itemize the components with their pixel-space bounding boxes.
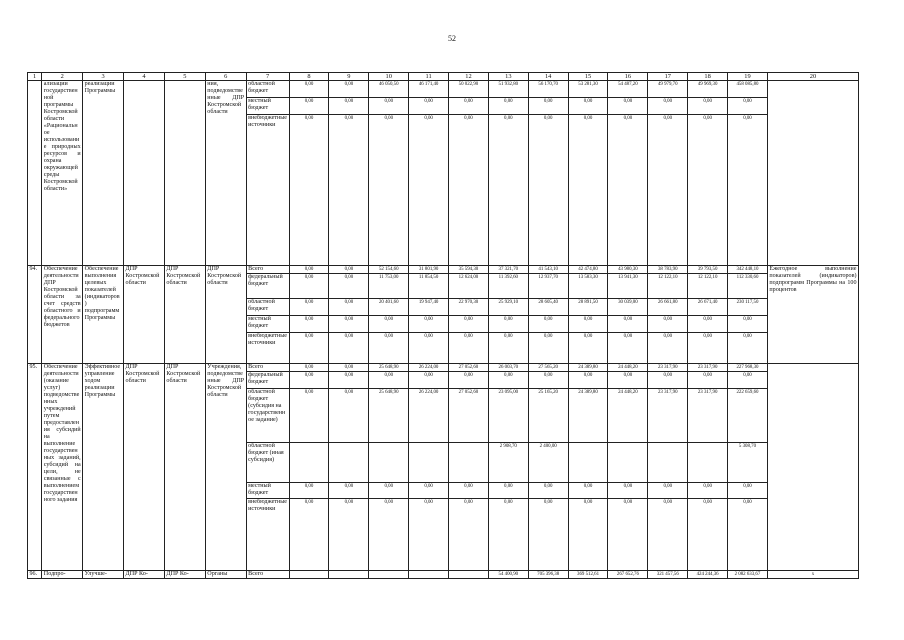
amount-cell: 49 969,30 <box>688 81 728 98</box>
amount-cell: 0,00 <box>289 98 329 115</box>
amount-cell: 705 396,38 <box>528 571 568 579</box>
amount-cell: 0,00 <box>329 316 369 333</box>
amount-cell <box>449 443 489 483</box>
amount-cell: 0,00 <box>648 372 688 389</box>
amount-cell: 0,00 <box>369 316 409 333</box>
funding-source-label: Всего <box>246 266 289 274</box>
amount-cell: 0,00 <box>329 274 369 299</box>
amount-cell: 0,00 <box>568 372 608 389</box>
amount-cell: 11 392,60 <box>488 274 528 299</box>
amount-cell: 0,00 <box>488 483 528 499</box>
amount-cell: 0,00 <box>608 483 648 499</box>
amount-cell: 0,00 <box>648 499 688 571</box>
amount-cell: 0,00 <box>728 483 768 499</box>
amount-cell: 0,00 <box>688 499 728 571</box>
executor-cell: ДПР Костромской области <box>124 266 165 364</box>
amount-cell: 0,00 <box>608 115 648 266</box>
amount-cell: 0,00 <box>449 333 489 364</box>
amount-cell: 0,00 <box>528 333 568 364</box>
amount-cell <box>409 571 449 579</box>
amount-cell: 342 448,10 <box>728 266 768 274</box>
amount-cell: 0,00 <box>648 333 688 364</box>
amount-cell: 0,00 <box>568 333 608 364</box>
column-header: 18 <box>688 73 728 81</box>
row-number-cell: 96. <box>28 571 42 579</box>
funding-source-label: местный бюджет <box>246 98 289 115</box>
amount-cell <box>449 571 489 579</box>
funding-source-label: Всего <box>246 571 289 579</box>
funding-source-label: внебюджетные источники <box>246 499 289 571</box>
amount-cell: 26 003,70 <box>488 364 528 372</box>
table-row <box>28 364 859 372</box>
amount-cell: 0,00 <box>289 115 329 266</box>
amount-cell: 46 171,40 <box>409 81 449 98</box>
amount-cell: 12 122,10 <box>688 274 728 299</box>
amount-cell <box>608 443 648 483</box>
amount-cell: 0,00 <box>409 333 449 364</box>
page-number: 52 <box>448 34 456 43</box>
amount-cell <box>289 571 329 579</box>
amount-cell: 25 648,90 <box>369 364 409 372</box>
amount-cell: 53 281,30 <box>568 81 608 98</box>
amount-cell: 0,00 <box>528 98 568 115</box>
amount-cell: 0,00 <box>289 299 329 316</box>
amount-cell: 0,00 <box>449 98 489 115</box>
amount-cell: 0,00 <box>449 499 489 571</box>
amount-cell: 0,00 <box>329 389 369 443</box>
amount-cell <box>329 443 369 483</box>
coexecutor-cell: ДПР Костромской области <box>164 266 205 364</box>
column-header: 10 <box>369 73 409 81</box>
amount-cell: 27 565,20 <box>528 364 568 372</box>
event-name-cell: Обеспечение деятельности ДПР Костромской области за счет средств областного и федерального бюджетов <box>42 266 83 364</box>
amount-cell: 54 487,20 <box>608 81 648 98</box>
funding-source-label: областной бюджет <box>246 299 289 316</box>
amount-cell <box>688 443 728 483</box>
amount-cell: 424 244,36 <box>688 571 728 579</box>
row-number-cell: 95. <box>28 364 42 571</box>
executor-cell: ДПР Ко- <box>124 571 165 579</box>
amount-cell: 222 659,60 <box>728 389 768 443</box>
amount-cell <box>648 443 688 483</box>
amount-cell: 0,00 <box>688 333 728 364</box>
amount-cell: 0,00 <box>608 333 648 364</box>
amount-cell: 0,00 <box>409 483 449 499</box>
result-cell: х <box>767 571 858 579</box>
amount-cell: 0,00 <box>488 115 528 266</box>
column-header: 11 <box>409 73 449 81</box>
column-header: 16 <box>608 73 648 81</box>
amount-cell: 267 652,76 <box>608 571 648 579</box>
amount-cell: 0,00 <box>688 98 728 115</box>
amount-cell: 43 980,30 <box>608 266 648 274</box>
amount-cell: 54 400,90 <box>488 571 528 579</box>
amount-cell: 0,00 <box>329 372 369 389</box>
funding-source-label: областной бюджет (субсидия на государственное задание) <box>246 389 289 443</box>
amount-cell: 49 979,70 <box>648 81 688 98</box>
amount-cell: 0,00 <box>688 372 728 389</box>
amount-cell: 0,00 <box>728 333 768 364</box>
amount-cell: 46 050,50 <box>369 81 409 98</box>
amount-cell: 0,00 <box>449 115 489 266</box>
amount-cell: 0,00 <box>528 372 568 389</box>
amount-cell: 0,00 <box>329 81 369 98</box>
amount-cell <box>369 571 409 579</box>
amount-cell <box>409 443 449 483</box>
amount-cell: 0,00 <box>528 316 568 333</box>
amount-cell: 0,00 <box>488 316 528 333</box>
amount-cell: 227 968,30 <box>728 364 768 372</box>
column-header: 19 <box>728 73 768 81</box>
funding-source-label: областной бюджет <box>246 81 289 98</box>
amount-cell: 369 512,61 <box>568 571 608 579</box>
coexecutor-cell <box>164 81 205 266</box>
amount-cell: 25 648,90 <box>369 389 409 443</box>
column-header: 7 <box>246 73 289 81</box>
amount-cell: 0,00 <box>329 115 369 266</box>
amount-cell: 23 095,00 <box>488 389 528 443</box>
amount-cell: 0,00 <box>289 274 329 299</box>
amount-cell: 0,00 <box>488 333 528 364</box>
executor-cell <box>124 81 165 266</box>
amount-cell: 0,00 <box>528 499 568 571</box>
funding-source-label: Всего <box>246 364 289 372</box>
amount-cell: 51 932,80 <box>488 81 528 98</box>
amount-cell: 26 661,80 <box>648 299 688 316</box>
amount-cell: 0,00 <box>568 115 608 266</box>
amount-cell: 27 052,60 <box>449 364 489 372</box>
goal-cell: Обеспечение выполнения целевых показателей (индикаторов) подпрограмм Программы <box>83 266 124 364</box>
amount-cell: 0,00 <box>289 389 329 443</box>
result-cell <box>767 364 858 571</box>
amount-cell: 0,00 <box>289 483 329 499</box>
amount-cell: 13 583,30 <box>568 274 608 299</box>
amount-cell: 0,00 <box>329 499 369 571</box>
amount-cell <box>568 443 608 483</box>
amount-cell: 26 671,40 <box>688 299 728 316</box>
column-header: 20 <box>767 73 858 81</box>
result-cell <box>767 81 858 266</box>
amount-cell: 39 793,50 <box>688 266 728 274</box>
amount-cell: 23 317,90 <box>688 389 728 443</box>
table-row <box>28 81 859 98</box>
amount-cell: 0,00 <box>648 115 688 266</box>
amount-cell: 28 891,50 <box>568 299 608 316</box>
amount-cell: 0,00 <box>528 483 568 499</box>
amount-cell: 458 085,80 <box>728 81 768 98</box>
funding-source-label: местный бюджет <box>246 483 289 499</box>
amount-cell: 12 122,10 <box>648 274 688 299</box>
amount-cell: 0,00 <box>289 333 329 364</box>
amount-cell: 0,00 <box>608 372 648 389</box>
column-header: 17 <box>648 73 688 81</box>
column-header: 12 <box>449 73 489 81</box>
goal-cell: Эффективное управление ходом реализации Программы <box>83 364 124 571</box>
amount-cell: 0,00 <box>329 364 369 372</box>
amount-cell: 0,00 <box>648 98 688 115</box>
amount-cell: 11 854,50 <box>409 274 449 299</box>
funding-source-label: внебюджетные источники <box>246 333 289 364</box>
column-header: 3 <box>83 73 124 81</box>
amount-cell: 0,00 <box>688 483 728 499</box>
recipient-cell: ДПР Костромской области <box>205 266 246 364</box>
header-row <box>28 73 859 81</box>
amount-cell: 26 224,00 <box>409 364 449 372</box>
amount-cell: 0,00 <box>648 316 688 333</box>
amount-cell: 0,00 <box>329 299 369 316</box>
amount-cell: 0,00 <box>289 499 329 571</box>
amount-cell: 0,00 <box>329 98 369 115</box>
amount-cell: 0,00 <box>488 98 528 115</box>
amount-cell: 0,00 <box>688 316 728 333</box>
amount-cell: 0,00 <box>329 483 369 499</box>
amount-cell: 112 330,60 <box>728 274 768 299</box>
row-number-cell <box>28 81 42 266</box>
amount-cell: 0,00 <box>648 483 688 499</box>
row-number-cell: 94. <box>28 266 42 364</box>
amount-cell: 24 389,80 <box>568 364 608 372</box>
goal-cell: Улучше- <box>83 571 124 579</box>
amount-cell: 0,00 <box>488 499 528 571</box>
amount-cell: 0,00 <box>329 333 369 364</box>
event-name-cell: Подпро- <box>42 571 83 579</box>
amount-cell: 0,00 <box>289 81 329 98</box>
column-header: 5 <box>164 73 205 81</box>
amount-cell: 24 448,20 <box>608 364 648 372</box>
amount-cell: 0,00 <box>409 98 449 115</box>
goal-cell: реализации Программы <box>83 81 124 266</box>
amount-cell: 38 783,90 <box>648 266 688 274</box>
amount-cell: 31 801,90 <box>409 266 449 274</box>
executor-cell: ДПР Костромской области <box>124 364 165 571</box>
amount-cell: 56 170,70 <box>528 81 568 98</box>
amount-cell: 0,00 <box>409 499 449 571</box>
amount-cell: 24 389,80 <box>568 389 608 443</box>
amount-cell: 0,00 <box>289 266 329 274</box>
amount-cell: 35 594,30 <box>449 266 489 274</box>
funding-source-label: федеральный бюджет <box>246 372 289 389</box>
column-header: 14 <box>528 73 568 81</box>
amount-cell: 0,00 <box>369 483 409 499</box>
amount-cell: 0,00 <box>329 266 369 274</box>
amount-cell: 52 154,60 <box>369 266 409 274</box>
amount-cell: 12 937,70 <box>528 274 568 299</box>
coexecutor-cell: ДПР Ко- <box>164 571 205 579</box>
amount-cell: 0,00 <box>289 316 329 333</box>
amount-cell: 0,00 <box>728 98 768 115</box>
amount-cell: 0,00 <box>409 316 449 333</box>
amount-cell: 20 401,60 <box>369 299 409 316</box>
table-row <box>28 571 859 579</box>
amount-cell: 41 543,10 <box>528 266 568 274</box>
amount-cell: 23 317,90 <box>648 389 688 443</box>
column-header: 15 <box>568 73 608 81</box>
column-header: 4 <box>124 73 165 81</box>
funding-source-label: областной бюджет (иная субсидия) <box>246 443 289 483</box>
amount-cell: 23 317,90 <box>648 364 688 372</box>
event-name-cell: Обеспечение деятельности (оказание услуг) подведомственных учреждений путем предоставления субсидий на выполнение государственных заданий, субсидий на цели, не связанные с выполнением государственного задания <box>42 364 83 571</box>
amount-cell: 0,00 <box>449 316 489 333</box>
amount-cell: 0,00 <box>728 372 768 389</box>
amount-cell: 0,00 <box>728 316 768 333</box>
amount-cell: 0,00 <box>369 98 409 115</box>
column-header: 2 <box>42 73 83 81</box>
amount-cell: 0,00 <box>409 115 449 266</box>
amount-cell: 2 082 633,67 <box>728 571 768 579</box>
amount-cell: 0,00 <box>369 499 409 571</box>
column-header: 8 <box>289 73 329 81</box>
amount-cell: 30 039,00 <box>608 299 648 316</box>
amount-cell: 12 624,00 <box>449 274 489 299</box>
column-header: 1 <box>28 73 42 81</box>
table-row <box>28 266 859 274</box>
amount-cell: 27 052,60 <box>449 389 489 443</box>
funding-source-label: федеральный бюджет <box>246 274 289 299</box>
amount-cell: 0,00 <box>449 483 489 499</box>
amount-cell: 0,00 <box>528 115 568 266</box>
amount-cell: 0,00 <box>568 499 608 571</box>
amount-cell: 0,00 <box>608 98 648 115</box>
recipient-cell: Органы <box>205 571 246 579</box>
amount-cell: 0,00 <box>289 364 329 372</box>
amount-cell: 24 448,20 <box>608 389 648 443</box>
amount-cell: 2 400,00 <box>528 443 568 483</box>
recipient-cell: ния, подведомственные ДПР Костромской области <box>205 81 246 266</box>
amount-cell: 37 321,70 <box>488 266 528 274</box>
amount-cell: 0,00 <box>369 372 409 389</box>
amount-cell: 26 224,00 <box>409 389 449 443</box>
amount-cell: 23 317,90 <box>688 364 728 372</box>
amount-cell <box>369 443 409 483</box>
coexecutor-cell: ДПР Костромской области <box>164 364 205 571</box>
result-cell: Ежегодное выполнение показателей (индикаторов) подпрограмм Программы на 100 процентов <box>767 266 858 364</box>
amount-cell: 0,00 <box>688 115 728 266</box>
recipient-cell: Учреждения, подведомственные ДПР Костромской области <box>205 364 246 571</box>
column-header: 9 <box>329 73 369 81</box>
amount-cell: 0,00 <box>608 316 648 333</box>
amount-cell: 321 457,56 <box>648 571 688 579</box>
amount-cell: 0,00 <box>369 115 409 266</box>
amount-cell: 2 908,70 <box>488 443 528 483</box>
amount-cell: 25 929,10 <box>488 299 528 316</box>
amount-cell: 0,00 <box>568 483 608 499</box>
amount-cell: 22 970,30 <box>449 299 489 316</box>
amount-cell: 0,00 <box>449 372 489 389</box>
amount-cell: 50 022,90 <box>449 81 489 98</box>
amount-cell: 19 947,40 <box>409 299 449 316</box>
amount-cell <box>289 443 329 483</box>
amount-cell: 0,00 <box>369 333 409 364</box>
funding-source-label: внебюджетные источники <box>246 115 289 266</box>
amount-cell: 230 117,50 <box>728 299 768 316</box>
amount-cell: 0,00 <box>409 372 449 389</box>
amount-cell: 5 308,70 <box>728 443 768 483</box>
amount-cell: 0,00 <box>608 499 648 571</box>
amount-cell: 0,00 <box>289 372 329 389</box>
amount-cell <box>329 571 369 579</box>
amount-cell: 0,00 <box>488 372 528 389</box>
amount-cell: 13 941,30 <box>608 274 648 299</box>
amount-cell: 0,00 <box>728 115 768 266</box>
amount-cell: 11 753,00 <box>369 274 409 299</box>
amount-cell: 0,00 <box>568 98 608 115</box>
amount-cell: 0,00 <box>728 499 768 571</box>
amount-cell: 0,00 <box>568 316 608 333</box>
event-name-cell: ализации государственной программы Костромской области «Рациональное использование природных ресурсов и охрана окружающей среды Костромской области» <box>42 81 83 266</box>
column-header: 13 <box>488 73 528 81</box>
budget-table <box>27 72 859 579</box>
column-header: 6 <box>205 73 246 81</box>
funding-source-label: местный бюджет <box>246 316 289 333</box>
amount-cell: 42 474,80 <box>568 266 608 274</box>
amount-cell: 25 165,20 <box>528 389 568 443</box>
amount-cell: 28 605,40 <box>528 299 568 316</box>
